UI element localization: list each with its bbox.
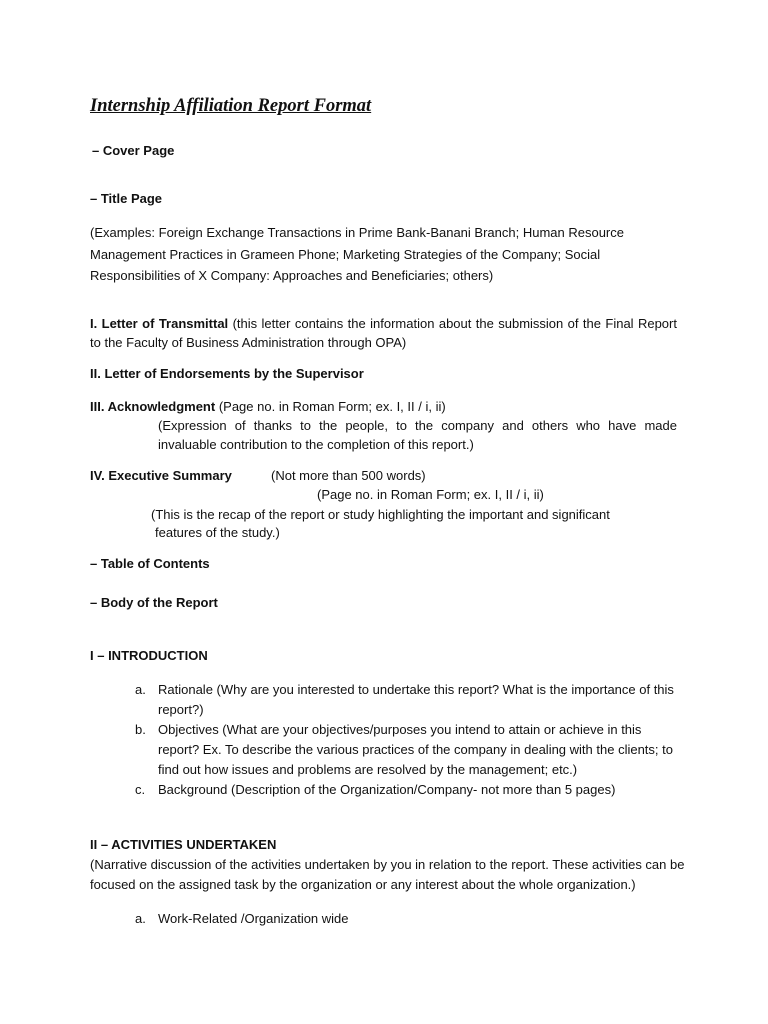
- list-item-text: Work-Related /Organization wide: [158, 911, 349, 926]
- executive-summary-text-line1: (This is the recap of the report or study highlighting the important and significant: [151, 507, 610, 522]
- letter-of-transmittal-heading: I. Letter of Transmittal: [90, 316, 229, 331]
- list-item-text: Rationale (Why are you interested to undertake this report? What is the importance of this report?): [158, 682, 674, 717]
- acknowledgment-note: (Page no. in Roman Form; ex. I, II / i, ii): [218, 399, 446, 414]
- introduction-list: [90, 680, 680, 800]
- executive-summary-note: (Page no. in Roman Form; ex. I, II / i, ii): [317, 487, 544, 502]
- cover-page-heading: – Cover Page: [92, 143, 175, 158]
- letter-of-endorsements-heading: II. Letter of Endorsements by the Supervisor: [90, 366, 364, 381]
- list-marker: a.: [135, 911, 146, 926]
- body-of-report-heading: – Body of the Report: [90, 595, 218, 610]
- activities-text: (Narrative discussion of the activities undertaken by you in relation to the report. These activities can be focused on the assigned task by the organization or any interest about the whole organization.): [90, 857, 685, 892]
- executive-summary-limit: (Not more than 500 words): [271, 468, 426, 483]
- list-item-text: Background (Description of the Organization/Company- not more than 5 pages): [158, 782, 616, 797]
- acknowledgment-line: [90, 398, 446, 416]
- list-item: [90, 909, 680, 929]
- list-item: [90, 680, 680, 720]
- introduction-heading: I – INTRODUCTION: [90, 648, 208, 663]
- executive-summary-heading: IV. Executive Summary: [90, 468, 232, 483]
- table-of-contents-heading: – Table of Contents: [90, 556, 210, 571]
- list-marker: a.: [135, 682, 146, 697]
- title-page-examples: (Examples: Foreign Exchange Transactions in Prime Bank-Banani Branch; Human Resource Management Practices in Grameen Phone; Marketing Strategies of the Company; Social Responsibilities of X Company: Approaches and Beneficiaries; others): [90, 225, 624, 283]
- list-item: [90, 780, 680, 800]
- executive-summary-text-line2: features of the study.): [155, 525, 280, 540]
- list-marker: c.: [135, 782, 146, 797]
- letter-of-transmittal-text: (this letter contains the information about the submission of the Final Report to the Faculty of Business Administration through OPA): [90, 316, 677, 350]
- list-marker: b.: [135, 722, 146, 737]
- acknowledgment-text: (Expression of thanks to the people, to the company and others who have made invaluable contribution to the completion of this report.): [158, 418, 677, 452]
- document-title: Internship Affiliation Report Format: [90, 96, 372, 116]
- activities-list: [90, 909, 680, 929]
- title-page-heading: – Title Page: [90, 191, 163, 206]
- activities-heading: II – ACTIVITIES UNDERTAKEN: [90, 837, 277, 852]
- list-item-text: Objectives (What are your objectives/purposes you intend to attain or achieve in this report? Ex. To describe the various practices of the company in dealing with the clients; to find out how issues and problems are resolved by the management; etc.): [158, 722, 673, 777]
- list-item: [90, 720, 680, 780]
- acknowledgment-heading: III. Acknowledgment: [90, 399, 216, 414]
- letter-of-transmittal: [90, 314, 677, 352]
